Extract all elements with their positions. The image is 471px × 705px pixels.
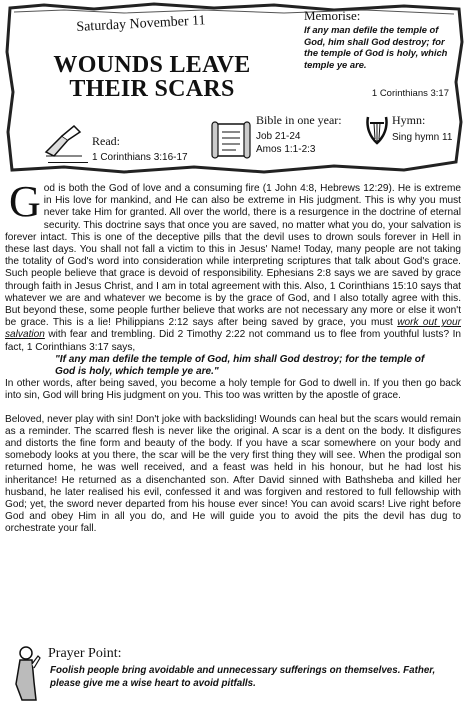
read-underline [48,162,88,163]
header-box [4,2,465,175]
memorise-label: Memorise: [304,8,361,23]
title-line-1: WOUNDS LEAVE [53,52,251,78]
lyre-icon [364,113,390,147]
scroll-icon [210,120,252,160]
bible-in-one-year-label: Bible in one year: [256,113,342,127]
scripture-quote: "If any man defile the temple of God, him shall God destroy; for the temple of God is holy, which temple ye are." [55,353,425,378]
memorise-reference: 1 Corinthians 3:17 [371,88,449,99]
read-reference: 1 Corinthians 3:16-17 [92,152,188,163]
paragraph-1b: In other words, after being saved, you become a holy temple for God to dwell in. If you then go back into sin, God will bring His judgment on you. This too was written by the apostle of grace. [5,378,461,402]
drop-cap: G [9,177,41,226]
prayer-point-text: Foolish people bring avoidable and unnecessary sufferings on themselves. Father, please give me a wise heart to avoid pitfalls. [50,665,436,689]
bible-reading-1: Job 21-24 [256,131,301,142]
devotional-date: Saturday November 11 [76,13,206,35]
writing-hand-icon [42,122,84,158]
title-line-2: THEIR SCARS [69,76,235,102]
devotional-body [5,177,461,536]
paragraph-1 [5,177,461,354]
page-title [22,53,282,101]
memorise-verse: If any man defile the temple of God, him shall God destroy; for the temple of God is holy, which temple ye are. [304,24,448,70]
hymn-reference: Sing hymn 11 [392,132,453,143]
underlined-phrase: work out your salvation [5,317,461,341]
paragraph-1-text: od is both the God of love and a consuming fire (1 John 4:8, Hebrews 12:29). He is extreme in His love for mankind, and He can also be extreme in His judgment. This is why you must never take Him for granted. All over the world, there is a resurgence in the doctrine of eternal security. This doctrine says that once you are saved, no matter what you do, your salvation is forever intact. This is one of the deceptive pills that the devil uses to drown souls forever in Hell in these last days. You shall not fall a victim to this in Jesus' Name! Today, many people are not taking the totality of God's word into consideration while interpreting scriptures that talk about God's grace. Such people believe that grace is devoid of responsibility. Ephesians 2:8 says we are saved by grace through faith in Jesus Christ, and I am in total agreement with this. Also, 1 Corinthians 15:10 says that whatever we are and whatever we become is by the grace of God, and I also totally agree with this. But beyond these, some people further believe that works are not necessary any more or else it won't be grace. This is a lie! Philippians 2:12 says after being saved by grace, you must [5,183,461,329]
praying-figure-icon [10,644,44,702]
read-label: Read: [92,134,120,148]
bible-reading-2: Amos 1:1-2:3 [256,144,316,155]
hymn-label: Hymn: [392,113,426,127]
prayer-point-label: Prayer Point: [48,646,122,661]
paragraph-2: Beloved, never play with sin! Don't joke with backsliding! Wounds can heal but the scars would remain as a reminder. The scarred flesh is never like the original. A scar is a dent on the body. It disfigures and distorts the fine form and beauty of the body. If you have a scar somewhere on your body and somebody looks at you there, the scar will be the very first thing they will see. When the prodigal son returned home, he was well received, and a feast was held in his honour, but he had lost his inheritance! He returned as a disenchanted son. After David sinned with Bathsheba and killed her husband, he later realised his evil, confessed it and was forgiven and restored to full fellowship with God; yet, the sword never departed from his house ever since! You can avoid scars! Live right before God and obey Him in all you do, and He will guide you to avoid the pits the devil has dug to orchestrate your fall. [5,413,461,535]
paragraph-1-end: with fear and trembling. Did 2 Timothy 2:22 not command us to flee from youthful lusts? In fact, 1 Corinthians 3:17 says, [5,329,461,353]
